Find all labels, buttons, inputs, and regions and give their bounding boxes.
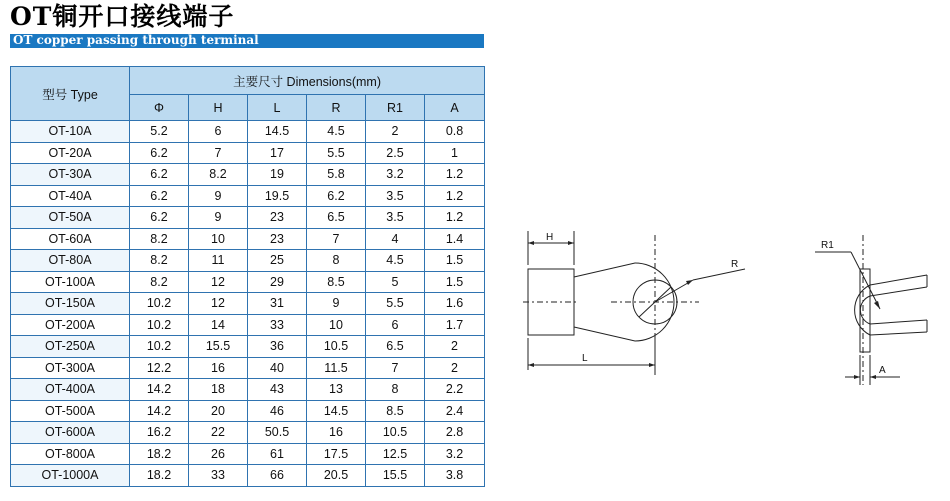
dimension-cell: 4.5: [307, 121, 366, 143]
dimension-cell: 11: [189, 250, 248, 272]
dimension-cell: 2.2: [425, 379, 485, 401]
dimension-cell: 33: [248, 314, 307, 336]
side-plate: [860, 269, 870, 352]
dimension-cell: 6: [366, 314, 425, 336]
table-row: [11, 422, 485, 444]
dimension-cell: 14.2: [130, 400, 189, 422]
dimension-cell: 12.5: [366, 443, 425, 465]
a-label: A: [879, 365, 886, 376]
dimension-cell: 8.2: [130, 228, 189, 250]
dimension-cell: 22: [189, 422, 248, 444]
dimension-cell: 10.2: [130, 293, 189, 315]
dimensions-header: 主要尺寸 Dimensions(mm): [130, 67, 485, 95]
model-cell: OT-30A: [11, 164, 130, 186]
table-row: [11, 185, 485, 207]
dimension-cell: 2.8: [425, 422, 485, 444]
dimension-cell: 6.5: [366, 336, 425, 358]
dimension-cell: 1.2: [425, 164, 485, 186]
dimension-cell: 10.2: [130, 314, 189, 336]
dimension-cell: 40: [248, 357, 307, 379]
side-view-drawing: [815, 235, 927, 385]
dimension-cell: 2.4: [425, 400, 485, 422]
dimension-cell: 3.5: [366, 185, 425, 207]
model-cell: OT-300A: [11, 357, 130, 379]
dimension-cell: 1.2: [425, 185, 485, 207]
dimension-cell: 18.2: [130, 443, 189, 465]
dimension-cell: 6.2: [130, 164, 189, 186]
dimension-cell: 23: [248, 228, 307, 250]
dimension-cell: 3.2: [366, 164, 425, 186]
model-cell: OT-80A: [11, 250, 130, 272]
dimension-cell: 8.5: [366, 400, 425, 422]
dimension-cell: 2: [425, 357, 485, 379]
dimension-cell: 36: [248, 336, 307, 358]
subtitle-bar: [10, 34, 484, 48]
dimension-cell: 13: [307, 379, 366, 401]
model-cell: OT-150A: [11, 293, 130, 315]
r1-label: R1: [821, 240, 834, 251]
table-row: [11, 271, 485, 293]
column-header: R: [307, 95, 366, 121]
r1-leader: [851, 252, 880, 309]
table-row: [11, 357, 485, 379]
dimension-cell: 10.5: [307, 336, 366, 358]
dimension-cell: 1.2: [425, 207, 485, 229]
table-row: [11, 228, 485, 250]
dimension-cell: 8: [366, 379, 425, 401]
dimension-cell: 17: [248, 142, 307, 164]
dimension-cell: 7: [307, 228, 366, 250]
dimension-cell: 8.2: [130, 271, 189, 293]
dimension-cell: 23: [248, 207, 307, 229]
dimension-cell: 5.8: [307, 164, 366, 186]
dimension-cell: 7: [189, 142, 248, 164]
spec-table: [10, 66, 485, 487]
dimension-cell: 5.5: [307, 142, 366, 164]
dimension-cell: 9: [189, 207, 248, 229]
model-cell: OT-250A: [11, 336, 130, 358]
dimension-cell: 5.2: [130, 121, 189, 143]
dimension-cell: 10: [189, 228, 248, 250]
dimension-cell: 20.5: [307, 465, 366, 487]
dimension-cell: 4: [366, 228, 425, 250]
dimension-cell: 66: [248, 465, 307, 487]
dimension-cell: 9: [189, 185, 248, 207]
dimension-cell: 15.5: [366, 465, 425, 487]
column-header: R1: [366, 95, 425, 121]
table-row: [11, 293, 485, 315]
column-header: Φ: [130, 95, 189, 121]
dimension-cell: 6: [189, 121, 248, 143]
side-bend-outer: [855, 285, 870, 335]
dimension-cell: 33: [189, 465, 248, 487]
table-row: [11, 379, 485, 401]
dimension-cell: 26: [189, 443, 248, 465]
dimension-cell: 16: [307, 422, 366, 444]
l-label: L: [582, 353, 588, 364]
dimension-cell: 31: [248, 293, 307, 315]
r-leader-tail: [693, 269, 745, 280]
dimension-cell: 5.5: [366, 293, 425, 315]
dimension-cell: 4.5: [366, 250, 425, 272]
dimension-cell: 1.6: [425, 293, 485, 315]
dimension-cell: 1.4: [425, 228, 485, 250]
model-cell: OT-600A: [11, 422, 130, 444]
dimension-cell: 3.2: [425, 443, 485, 465]
dimension-cell: 14: [189, 314, 248, 336]
dimension-cell: 9: [307, 293, 366, 315]
dimension-cell: 6.2: [130, 207, 189, 229]
dimension-cell: 14.2: [130, 379, 189, 401]
column-header: L: [248, 95, 307, 121]
dimension-cell: 2: [366, 121, 425, 143]
table-row: [11, 465, 485, 487]
dimension-cell: 6.2: [130, 185, 189, 207]
type-header: 型号 Type: [11, 67, 130, 121]
dimension-cell: 18: [189, 379, 248, 401]
model-cell: OT-10A: [11, 121, 130, 143]
dimension-cell: 19: [248, 164, 307, 186]
dimension-cell: 61: [248, 443, 307, 465]
model-cell: OT-400A: [11, 379, 130, 401]
dimension-cell: 3.8: [425, 465, 485, 487]
dimension-cell: 25: [248, 250, 307, 272]
table-row: [11, 121, 485, 143]
dimension-cell: 12: [189, 271, 248, 293]
front-view-drawing: [523, 231, 745, 375]
dimension-cell: 7: [366, 357, 425, 379]
dimension-cell: 5: [366, 271, 425, 293]
dimension-cell: 8.2: [130, 250, 189, 272]
model-cell: OT-60A: [11, 228, 130, 250]
dimension-cell: 18.2: [130, 465, 189, 487]
dimension-cell: 3.5: [366, 207, 425, 229]
model-cell: OT-20A: [11, 142, 130, 164]
model-cell: OT-200A: [11, 314, 130, 336]
table-row: [11, 314, 485, 336]
table-row: [11, 142, 485, 164]
dimension-cell: 46: [248, 400, 307, 422]
dimension-cell: 1: [425, 142, 485, 164]
dimension-cell: 50.5: [248, 422, 307, 444]
model-cell: OT-40A: [11, 185, 130, 207]
dimension-cell: 16: [189, 357, 248, 379]
side-bend-inner: [860, 296, 870, 324]
dimension-cell: 14.5: [248, 121, 307, 143]
model-cell: OT-50A: [11, 207, 130, 229]
table-row: [11, 207, 485, 229]
dimension-cell: 1.5: [425, 250, 485, 272]
dimension-cell: 2: [425, 336, 485, 358]
dimension-cell: 29: [248, 271, 307, 293]
dimension-cell: 8.5: [307, 271, 366, 293]
dimension-cell: 12.2: [130, 357, 189, 379]
dimension-cell: 2.5: [366, 142, 425, 164]
side-top-outer: [870, 275, 927, 285]
dimension-cell: 16.2: [130, 422, 189, 444]
dimension-cell: 10: [307, 314, 366, 336]
table-row: [11, 443, 485, 465]
dimension-cell: 19.5: [248, 185, 307, 207]
dimension-cell: 10.2: [130, 336, 189, 358]
dimension-cell: 1.5: [425, 271, 485, 293]
dimension-cell: 11.5: [307, 357, 366, 379]
dimension-cell: 0.8: [425, 121, 485, 143]
table-row: [11, 164, 485, 186]
model-cell: OT-100A: [11, 271, 130, 293]
dimension-cell: 12: [189, 293, 248, 315]
dimension-cell: 10.5: [366, 422, 425, 444]
model-cell: OT-800A: [11, 443, 130, 465]
side-bottom-outer: [870, 332, 927, 335]
dimension-cell: 6.2: [130, 142, 189, 164]
dimension-cell: 20: [189, 400, 248, 422]
dimension-cell: 1.7: [425, 314, 485, 336]
dimension-cell: 6.2: [307, 185, 366, 207]
column-header: H: [189, 95, 248, 121]
subtitle: OT copper passing through terminal: [13, 33, 259, 47]
dimension-cell: 8.2: [189, 164, 248, 186]
column-header: A: [425, 95, 485, 121]
side-top-inner: [870, 287, 927, 296]
dimension-cell: 6.5: [307, 207, 366, 229]
table-row: [11, 250, 485, 272]
dimension-cell: 43: [248, 379, 307, 401]
dimension-cell: 14.5: [307, 400, 366, 422]
model-cell: OT-1000A: [11, 465, 130, 487]
side-bottom-inner: [870, 320, 927, 324]
model-cell: OT-500A: [11, 400, 130, 422]
dimension-cell: 15.5: [189, 336, 248, 358]
h-label: H: [546, 232, 554, 243]
table-row: [11, 400, 485, 422]
table-row: [11, 336, 485, 358]
dimension-cell: 17.5: [307, 443, 366, 465]
r-label: R: [731, 259, 739, 270]
page-title: OT铜开口接线端子: [10, 2, 235, 31]
terminal-drawings: [515, 225, 945, 395]
dimension-cell: 8: [307, 250, 366, 272]
